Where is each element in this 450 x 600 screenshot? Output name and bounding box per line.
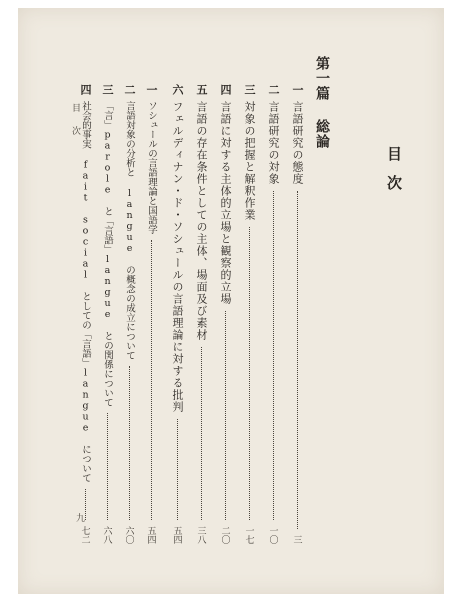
entry-number: 一 [145,84,158,95]
dot-leader [129,366,130,520]
toc-entry [240,84,258,544]
part-title [315,56,329,149]
entry-title: 「言」parole と「言語」langue との関係について [102,101,113,407]
entry-number: 四 [219,84,232,95]
toc-entry [192,84,210,544]
page-title: 目次 [385,146,403,204]
toc-subentry [76,84,94,544]
entry-number: 二 [123,84,136,95]
entry-title: 言語研究の態度 [291,101,304,185]
dot-leader [177,419,178,520]
entry-number: 一 [291,84,304,95]
entry-title: 言語対象の分析と langue の概念の成立について [124,101,135,360]
entry-page: 五四 [171,526,182,544]
dot-leader [249,227,250,520]
toc-entry [288,84,306,544]
entry-title: フェルディナン・ド・ソシュールの言語理論に対する批判 [171,101,184,413]
toc-subentry [142,84,160,544]
toc-entry [168,84,186,544]
toc-subentry [120,84,138,544]
dot-leader [201,347,202,520]
entry-number: 三 [101,84,114,95]
entry-page: 一〇 [267,526,278,544]
entry-page: 七二 [79,526,90,544]
toc-subentry [98,84,116,544]
dot-leader [151,240,152,520]
entry-title: 言語の存在条件としての主体、場面及び素材 [195,101,208,341]
page-folio: 九 [74,513,84,522]
entry-title: 言語研究の対象 [267,101,280,185]
entry-title: 社会的事実 fait social としての「言語」langue について [80,101,91,483]
entry-number: 二 [267,84,280,95]
entry-title: 対象の把握と解釈作業 [243,101,256,221]
entry-page: 六八 [101,526,112,544]
dot-leader [85,489,86,521]
entry-title: ソシュールの言語理論と国語学 [146,101,157,234]
toc-entry [264,84,282,544]
dot-leader [225,311,226,520]
part-name: 総論 [314,119,330,149]
entry-page: 三八 [195,526,206,544]
book-page [18,8,444,594]
dot-leader [273,191,274,520]
dot-leader [107,413,108,520]
entry-page: 六〇 [123,526,134,544]
entry-number: 三 [243,84,256,95]
entry-page: 五四 [145,526,156,544]
entry-page: 一七 [243,526,254,544]
entry-number: 六 [171,84,184,95]
entry-page: 三 [291,535,302,544]
dot-leader [297,191,298,529]
toc-entry [216,84,234,544]
entry-page: 二〇 [219,526,230,544]
entry-number: 四 [79,84,92,95]
entry-number: 五 [195,84,208,95]
running-head: 目次 [70,103,80,149]
part-number: 第一篇 [314,56,330,101]
entry-title: 言語に対する主体的立場と観察的立場 [219,101,232,305]
